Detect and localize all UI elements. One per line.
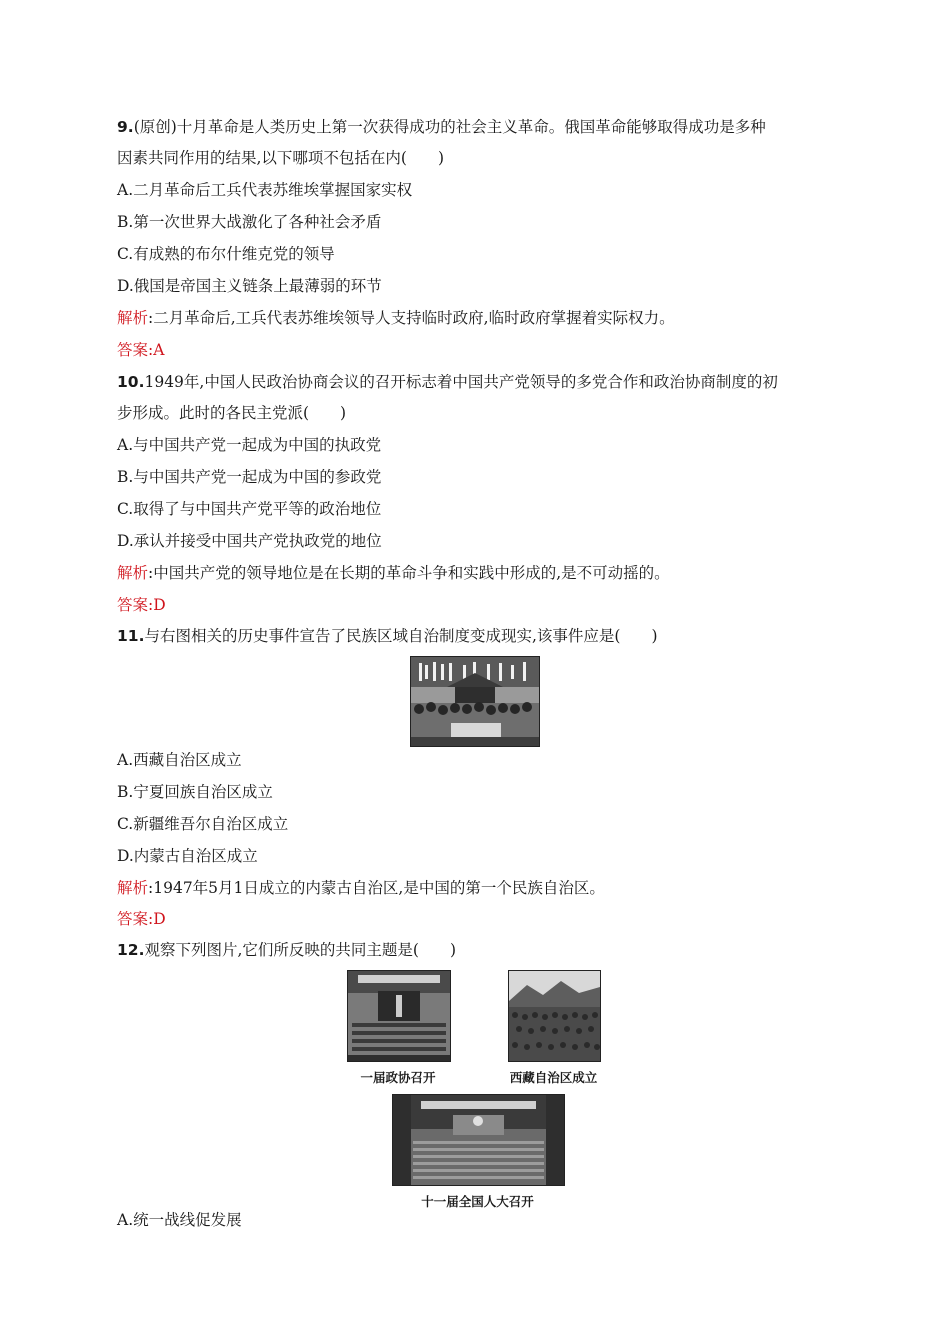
q9-answer: 答案:A	[117, 341, 165, 359]
q9-stem-line-2: 因素共同作用的结果,以下哪项不包括在内( )	[117, 149, 445, 167]
q9-option-d: D.俄国是帝国主义链条上最薄弱的环节	[117, 277, 382, 295]
q10-stem-line-1: 10.1949年,中国人民政治协商会议的召开标志着中国共产党领导的多党合作和政治协商制度的初	[117, 373, 778, 391]
q9-number: 9.	[117, 118, 134, 136]
q11-option-c: C.新疆维吾尔自治区成立	[117, 815, 289, 833]
q11-analysis: 解析:1947年5月1日成立的内蒙古自治区,是中国的第一个民族自治区。	[117, 879, 605, 897]
tibet-photo-image	[509, 971, 600, 1061]
q12-option-a: A.统一战线促发展	[117, 1211, 242, 1229]
q11-option-b: B.宁夏回族自治区成立	[117, 783, 273, 801]
caption-npc: 十一届全国人大召开	[421, 1194, 534, 1209]
cppcc-photo-image	[348, 971, 450, 1061]
q12-stem-line-1: 12.观察下列图片,它们所反映的共同主题是( )	[117, 941, 456, 959]
q10-option-b: B.与中国共产党一起成为中国的参政党	[117, 468, 382, 486]
q10-option-c: C.取得了与中国共产党平等的政治地位	[117, 500, 382, 518]
q10-option-a: A.与中国共产党一起成为中国的执政党	[117, 436, 382, 454]
caption-cppcc: 一届政协召开	[360, 1070, 436, 1085]
q10-answer: 答案:D	[117, 596, 166, 614]
q11-stem-line-1: 11.与右图相关的历史事件宣告了民族区域自治制度变成现实,该事件应是( )	[117, 627, 658, 645]
q9-option-a: A.二月革命后工兵代表苏维埃掌握国家实权	[117, 181, 413, 199]
npc-session-photo	[392, 1094, 565, 1186]
inner-mongolia-founding-photo	[410, 656, 540, 747]
npc-photo-image	[393, 1095, 564, 1185]
q11-answer: 答案:D	[117, 910, 166, 928]
q12-number: 12.	[117, 941, 145, 959]
q10-analysis: 解析:中国共产党的领导地位是在长期的革命斗争和实践中形成的,是不可动摇的。	[117, 564, 670, 582]
q11-option-d: D.内蒙古自治区成立	[117, 847, 258, 865]
q10-number: 10.	[117, 373, 145, 391]
q9-option-c: C.有成熟的布尔什维克党的领导	[117, 245, 335, 263]
caption-tibet: 西藏自治区成立	[509, 1070, 598, 1085]
cppcc-session-photo	[347, 970, 451, 1062]
q9-stem-line-1: 9.(原创)十月革命是人类历史上第一次获得成功的社会主义革命。俄国革命能够取得成功是多种	[117, 118, 766, 136]
q9-analysis: 解析:二月革命后,工兵代表苏维埃领导人支持临时政府,临时政府掌握着实际权力。	[117, 309, 675, 327]
q11-number: 11.	[117, 627, 145, 645]
q10-option-d: D.承认并接受中国共产党执政党的地位	[117, 532, 382, 550]
founding-photo-image	[411, 657, 539, 746]
tibet-founding-photo	[508, 970, 601, 1062]
q11-option-a: A.西藏自治区成立	[117, 751, 242, 769]
q10-stem-line-2: 步形成。此时的各民主党派( )	[117, 404, 347, 422]
q9-option-b: B.第一次世界大战激化了各种社会矛盾	[117, 213, 382, 231]
